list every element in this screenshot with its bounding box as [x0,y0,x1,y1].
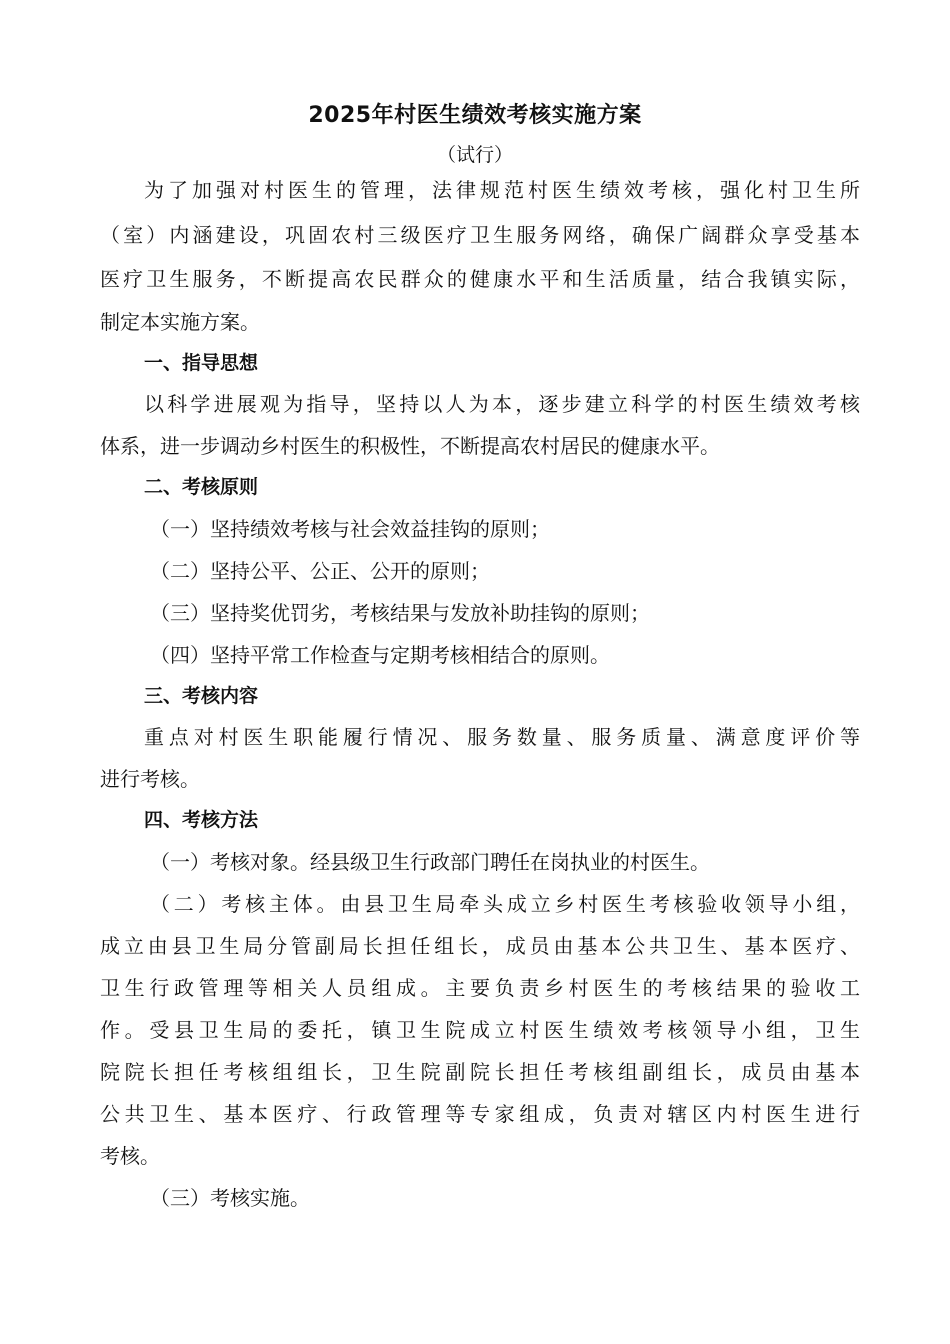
document-subtitle: （试行） [436,144,513,166]
principle-item-1: （一）坚持绩效考核与社会效益挂钩的原则； [150,517,550,541]
principle-item-3: （三）坚持奖优罚劣，考核结果与发放补助挂钩的原则； [150,601,650,625]
method-item-2-line-6: 公共卫生、基本医疗、行政管理等专家组成，负责对辖区内村医生进行 [100,1102,860,1126]
method-item-2-line-4: 作。受县卫生局的委托，镇卫生院成立村医生绩效考核领导小组，卫生 [100,1018,860,1042]
method-item-1: （一）考核对象。经县级卫生行政部门聘任在岗执业的村医生。 [150,850,710,874]
section1-line-2: 体系，进一步调动乡村医生的积极性，不断提高农村居民的健康水平。 [100,434,720,458]
document-title: 2025年村医生绩效考核实施方案 [308,103,642,128]
intro-line-4: 制定本实施方案。 [100,310,260,334]
method-item-2-line-1: （二）考核主体。由县卫生局牵头成立乡村医生考核验收领导小组， [150,892,860,916]
section-heading-guiding: 一、指导思想 [144,352,259,374]
section1-line-1: 以科学进展观为指导，坚持以人为本，逐步建立科学的村医生绩效考核 [144,392,860,416]
section-heading-method: 四、考核方法 [144,809,259,831]
intro-line-2: （室）内涵建设，巩固农村三级医疗卫生服务网络，确保广阔群众享受基本 [100,223,860,247]
principle-item-4: （四）坚持平常工作检查与定期考核相结合的原则。 [150,643,610,667]
principle-item-2: （二）坚持公平、公正、公开的原则； [150,559,490,583]
section3-line-2: 进行考核。 [100,767,200,791]
section-heading-content: 三、考核内容 [144,685,259,707]
section3-line-1: 重点对村医生职能履行情况、服务数量、服务质量、满意度评价等 [144,725,860,749]
method-item-2-line-2: 成立由县卫生局分管副局长担任组长，成员由基本公共卫生、基本医疗、 [100,934,860,958]
method-item-2-line-7: 考核。 [100,1144,160,1168]
method-item-2-line-3: 卫生行政管理等相关人员组成。主要负责乡村医生的考核结果的验收工 [100,976,860,1000]
method-item-3: （三）考核实施。 [150,1186,310,1210]
section-heading-principles: 二、考核原则 [144,476,259,498]
intro-line-3: 医疗卫生服务，不断提高农民群众的健康水平和生活质量，结合我镇实际， [100,267,860,291]
intro-line-1: 为了加强对村医生的管理，法律规范村医生绩效考核，强化村卫生所 [144,178,860,202]
method-item-2-line-5: 院院长担任考核组组长，卫生院副院长担任考核组副组长，成员由基本 [100,1060,860,1084]
